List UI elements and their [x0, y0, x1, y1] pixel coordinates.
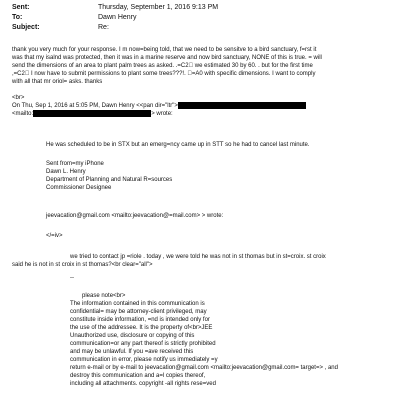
quoted-message	[46, 141, 310, 149]
subject-value: Re:	[98, 24, 109, 31]
signature-line: Commissioner Designee	[46, 185, 112, 191]
reply-line: thank you very much for your response. I m now=being told, that we need to be sensitve to a bird sanctuary, f=rst it	[12, 47, 317, 53]
disclaimer-line: confidential= may be attorney-client privileged, may	[70, 309, 207, 315]
dash-text: --	[70, 275, 74, 281]
br-tag: <br>	[12, 95, 25, 101]
disclaimer-line: The information contained in this communication is	[70, 301, 205, 307]
signature-line: Sent from=my iPhone	[46, 161, 104, 167]
reply-line: ,=C2  I now have to submit permissions to plant some trees???!.  =A0 with specific dimensions. I want to comply	[12, 71, 316, 77]
reply-line: with all that mr oriol= asks. thanks	[12, 79, 103, 85]
disclaimer-line: communication in error, please notify us immediately =y	[70, 357, 218, 363]
disclaimer-line: including all attachments. copyright -all rights rese=ved	[70, 381, 216, 387]
disclaimer-line: return e-mail or by e-mail to jeevacation@gmail.com <mailto:jeevacation@gmail.com= target=> , and	[70, 365, 338, 371]
mailto-prefix: <mailto:	[12, 111, 34, 117]
contact-paragraph	[12, 253, 326, 269]
jee-wrote-line	[46, 212, 223, 220]
contact-line: we tried to contact jp =riole . today , we were told he was not in st thomas but in st=croix. st croix	[70, 254, 326, 260]
subject-label: Subject:	[12, 24, 40, 31]
redaction-block	[178, 102, 306, 109]
disclaimer-line: destroy this communication and a=l copies thereof,	[70, 373, 206, 379]
contact-line: said he is not in st croix in st thomas?<br clear="all">	[12, 262, 153, 268]
sent-value: Thursday, September 1, 2016 9:13 PM	[98, 4, 219, 11]
on-date-line	[12, 102, 306, 110]
mailto-suffix: > wrote:	[151, 111, 173, 117]
quote-header	[12, 94, 306, 118]
quoted-text: He was scheduled to be in STX but an emerg=ncy came up in STT so he had to cancel last minute.	[46, 142, 310, 148]
div-close-text: </=iv>	[46, 233, 63, 239]
disclaimer-line: the use of the addressee. It is the property of<br>JEE	[70, 325, 213, 331]
signature-line: Dawn L. Henry	[46, 169, 86, 175]
reply-line: send the dimensions of an area to plant palm trees as asked. .=C2  we estimated 30 by 60. . but for the first time	[12, 63, 313, 69]
on-date-prefix: On Thu, Sep 1, 2016 at 5:05 PM, Dawn Henry <<pan dir="ltr">	[12, 103, 178, 109]
disclaimer-line: Unauthorized use, disclosure or copying of this	[70, 333, 195, 339]
to-value: Dawn Henry	[98, 14, 137, 21]
mailto-line	[12, 110, 306, 118]
disclaimer-block	[70, 292, 338, 388]
jee-wrote-text: jeevacation@gmail.com <mailto:jeevacation@=mail.com> > wrote:	[46, 213, 224, 219]
redaction-block	[33, 110, 151, 117]
disclaimer-line: communication=or any part thereof is strictly prohibited	[70, 341, 216, 347]
disclaimer-line: and may be unlawful. If you =ave received this	[70, 349, 194, 355]
signature-line: Department of Planning and Natural R=sources	[46, 177, 173, 183]
reply-line: was that my isalnd was protected, then it was in a marine reserve and now bird sanctuary, NONE of this is true. = will	[12, 55, 322, 61]
to-label: To:	[12, 14, 23, 21]
sent-label: Sent:	[12, 4, 30, 11]
reply-paragraph	[12, 46, 322, 86]
disclaimer-line: constitute inside information, =nd is intended only for	[70, 317, 210, 323]
disclaimer-line: please note<br>	[82, 293, 126, 299]
div-close-line	[46, 232, 63, 240]
dash-separator	[70, 274, 74, 282]
signature-block	[46, 160, 172, 192]
